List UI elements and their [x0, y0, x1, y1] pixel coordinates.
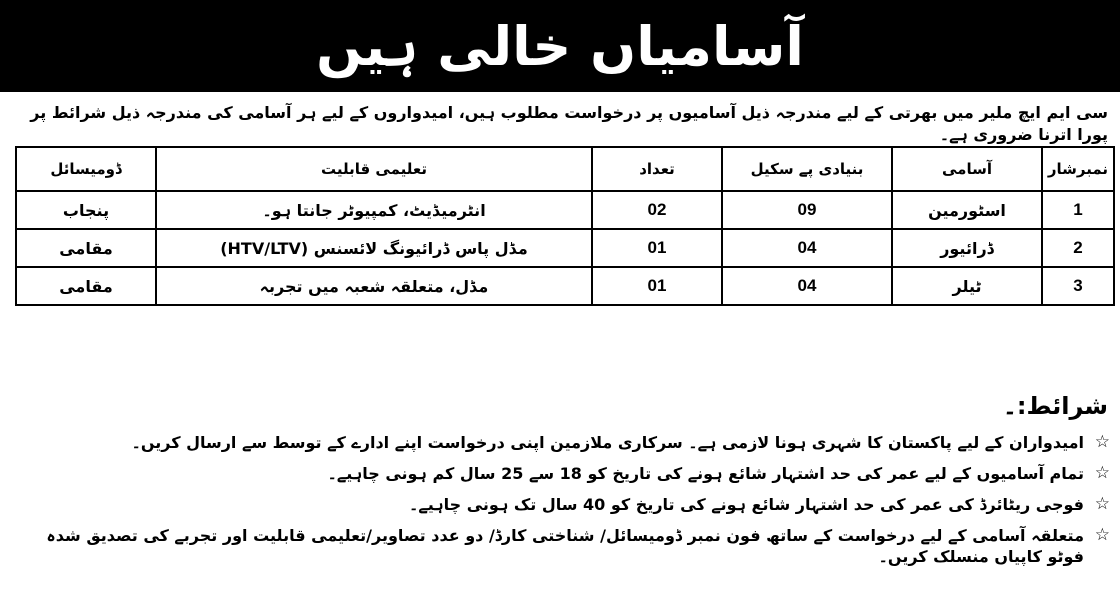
condition-text: امیدواران کے لیے پاکستان کا شہری ہونا لازمی ہے۔ سرکاری ملازمین اپنی درخواست اپنے ادارے کے توسط سے ارسال کریں۔ [131, 433, 1084, 452]
star-icon: ☆ [1094, 432, 1110, 452]
col-header-domicile: ڈومیسائل [16, 147, 156, 191]
cell-pay-scale: 04 [722, 229, 892, 267]
cell-post: اسٹورمین [892, 191, 1042, 229]
cell-quantity: 02 [592, 191, 722, 229]
conditions-list [10, 432, 1110, 572]
cell-serial: 2 [1042, 229, 1114, 267]
condition-text: تمام آسامیوں کے لیے عمر کی حد اشتہار شائع ہونے کی تاریخ کو 18 سے 25 سال کم ہونی چاہیے۔ [327, 464, 1084, 483]
cell-domicile: پنجاب [16, 191, 156, 229]
col-header-serial: نمبرشار [1042, 147, 1114, 191]
intro-text: سی ایم ایچ ملیر میں بھرتی کے لیے مندرجہ ذیل آسامیوں پر درخواست مطلوب ہیں، امیدواروں کے لیے ہر آسامی کی مندرجہ ذیل شرائط پر پورا اترنا ضروری ہے۔ [30, 103, 1108, 144]
condition-text: متعلقہ آسامی کے لیے درخواست کے ساتھ فون نمبر ڈومیسائل/ شناختی کارڈ/ دو عدد تصاویر/تعلیمی قابلیت اور تجربے کی تصدیق شدہ فوٹو کاپیاں منسلک کریں۔ [46, 526, 1084, 566]
cell-post: ڈرائیور [892, 229, 1042, 267]
table-header-row [16, 147, 1114, 191]
col-header-post: آسامی [892, 147, 1042, 191]
star-icon: ☆ [1094, 494, 1110, 514]
cell-domicile: مقامی [16, 229, 156, 267]
table-row [16, 191, 1114, 229]
star-icon: ☆ [1094, 525, 1110, 545]
col-header-pay-scale: بنیادی پے سکیل [722, 147, 892, 191]
cell-pay-scale: 04 [722, 267, 892, 305]
conditions-heading: شرائط:۔ [1002, 392, 1108, 420]
star-icon: ☆ [1094, 463, 1110, 483]
condition-text: فوجی ریٹائرڈ کی عمر کی حد اشتہار شائع ہونے کی تاریخ کو 40 سال تک ہونی چاہیے۔ [408, 495, 1084, 514]
list-item [10, 432, 1110, 453]
cell-post: ٹیلر [892, 267, 1042, 305]
page-banner [0, 0, 1120, 92]
list-item [10, 494, 1110, 515]
cell-serial: 3 [1042, 267, 1114, 305]
cell-serial: 1 [1042, 191, 1114, 229]
table-row [16, 229, 1114, 267]
vacancies-table [15, 146, 1115, 306]
col-header-qualification: تعلیمی قابلیت [156, 147, 592, 191]
cell-pay-scale: 09 [722, 191, 892, 229]
table-row [16, 267, 1114, 305]
cell-qualification: مڈل، متعلقہ شعبہ میں تجربہ [156, 267, 592, 305]
cell-quantity: 01 [592, 229, 722, 267]
cell-quantity: 01 [592, 267, 722, 305]
list-item [10, 463, 1110, 484]
col-header-quantity: تعداد [592, 147, 722, 191]
cell-qualification: مڈل پاس ڈرائیونگ لائسنس (HTV/LTV) [156, 229, 592, 267]
cell-domicile: مقامی [16, 267, 156, 305]
list-item [10, 525, 1110, 567]
page-title: آسامیاں خالی ہیں [316, 14, 804, 78]
cell-qualification: انٹرمیڈیٹ، کمپیوٹر جانتا ہو۔ [156, 191, 592, 229]
